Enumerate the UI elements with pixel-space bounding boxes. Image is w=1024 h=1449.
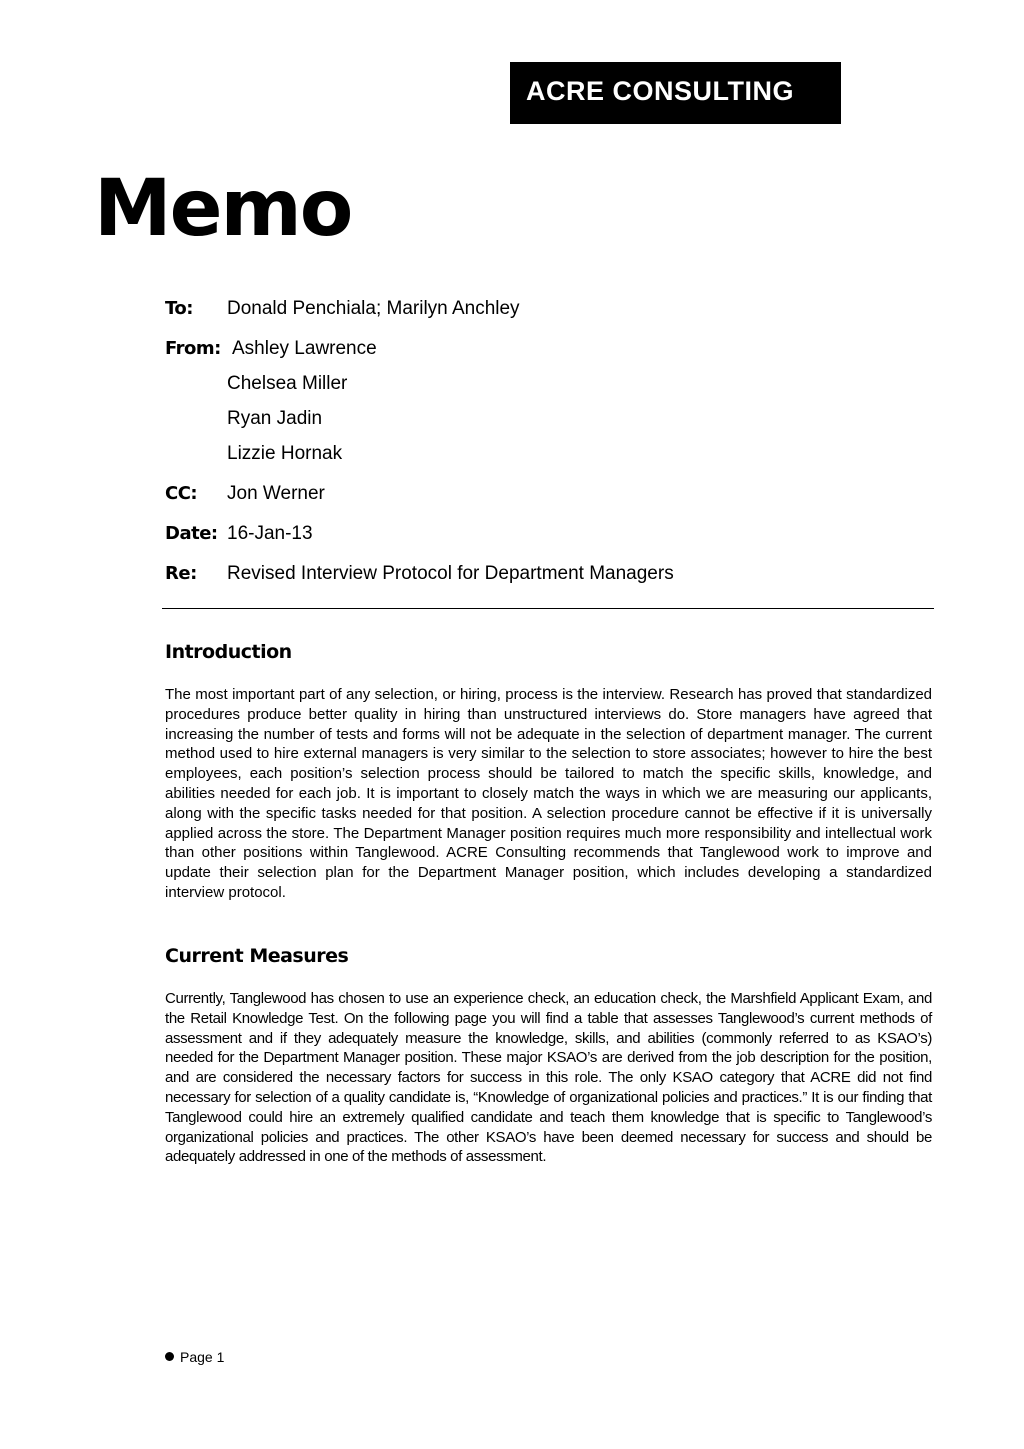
page-footer [165,1349,224,1365]
cc-value: Jon Werner [227,483,325,504]
re-label: Re: [165,563,197,584]
cc-row [165,481,935,521]
date-value: 16-Jan-13 [227,523,313,544]
re-row [165,561,935,601]
header-divider [162,608,934,609]
bullet-icon [165,1352,174,1361]
company-name-banner: ACRE CONSULTING [510,62,841,124]
date-label: Date: [165,523,218,544]
page-number: Page 1 [180,1349,225,1365]
cc-label: CC: [165,483,198,504]
introduction-heading: Introduction [165,641,292,663]
date-row [165,521,935,561]
from-label: From: [165,338,221,359]
from-value: Ryan Jadin [227,408,323,429]
introduction-paragraph: The most important part of any selection, or hiring, process is the interview. Research has proved that standardized procedures produce better quality in hiring than unstructured interviews do. Store managers have agreed that increasing the number of tests and forms will not be adequate in the selection of department manager. The current method used to hire external managers is very similar to the selection to store associates; however to hire the best employees, each position’s selection process should be tailored to match the specific skills, knowledge, and abilities needed for each job. It is important to closely match the ways in which we are measuring our applicants, along with the specific tasks needed for that position. A selection procedure cannot be effective if it is universally applied across the store. The Department Manager position requires much more responsibility and intellectual work than other positions within Tanglewood. ACRE Consulting recommends that Tanglewood work to improve and update their selection plan for the Department Manager position, which includes developing a standardized interview protocol. [165,686,932,901]
from-row [165,336,935,371]
to-value: Donald Penchiala; Marilyn Anchley [227,298,520,319]
page-title: Memo [94,164,352,254]
from-row-4 [165,441,935,481]
to-label: To: [165,298,193,319]
to-row [165,296,935,336]
current-measures-paragraph: Currently, Tanglewood has chosen to use an experience check, an education check, the Marshfield Applicant Exam, and the Retail Knowledge Test. On the following page you will find a table that assesses Tanglewood’s current methods of assessment and if they adequately measure the knowledge, skills, and abilities (commonly referred to as KSAO’s) needed for the Department Manager position. These major KSAO’s are derived from the job description for the position, and are considered the necessary factors for success in this role. The only KSAO category that ACRE did not find necessary for selection of a quality candidate is, “Knowledge of organizational policies and practices.” It is our finding that Tanglewood could hire an extremely qualified candidate and teach them knowledge that is specific to Tanglewood’s organizational policies and practices. The other KSAO’s have been deemed necessary for success and should be adequately addressed in one of the methods of assessment. [165,990,932,1166]
from-row-2 [165,371,935,406]
re-value: Revised Interview Protocol for Department Managers [227,563,674,584]
memo-header [165,296,935,601]
from-value: Lizzie Hornak [227,443,343,464]
from-value: Chelsea Miller [227,373,348,394]
from-value: Ashley Lawrence [232,338,377,359]
current-measures-heading: Current Measures [165,945,349,967]
from-row-3 [165,406,935,441]
